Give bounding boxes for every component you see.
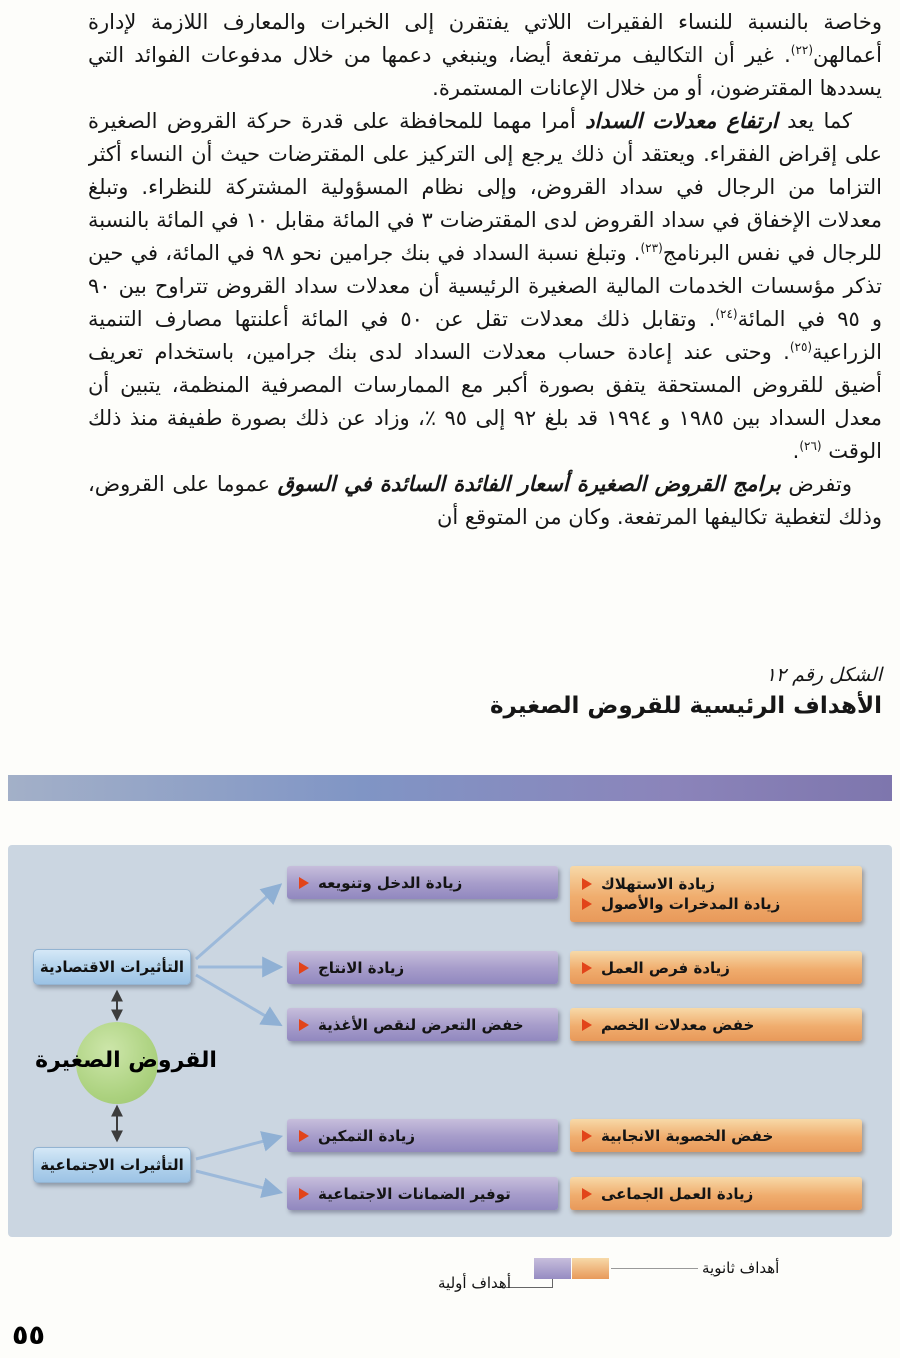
secondary-goal-box-fertility: خفض الخصوبة الانجابية	[570, 1119, 862, 1152]
arrow-bullet-icon	[299, 877, 309, 889]
figure-caption	[88, 664, 882, 719]
social-effects-box	[33, 1147, 191, 1183]
primary-goal-box-social-guarantees: توفير الضمانات الاجتماعية	[287, 1177, 558, 1210]
secondary-goal-box-collective-action: زيادة العمل الجماعى	[570, 1177, 862, 1210]
arrow-bullet-icon	[582, 878, 592, 890]
legend-primary-swatch	[534, 1258, 571, 1279]
arrow-bullet-icon	[582, 898, 592, 910]
primary-goal-box-food-security: خفض التعرض لنقص الأغذية	[287, 1008, 558, 1041]
secondary-goal-box-employment: زيادة فرص العمل	[570, 951, 862, 984]
arrow-bullet-icon	[299, 1188, 309, 1200]
arrow-bullet-icon	[582, 962, 592, 974]
arrow-bullet-icon	[582, 1019, 592, 1031]
figure-header-bar	[8, 775, 892, 801]
primary-goal-box-empowerment: زيادة التمكين	[287, 1119, 558, 1152]
figure-number: الشكل رقم ١٢	[765, 664, 882, 686]
arrow-bullet-icon	[582, 1130, 592, 1142]
diagram-panel	[8, 845, 892, 1237]
figure-title: الأهداف الرئيسية للقروض الصغيرة	[489, 693, 882, 719]
economic-effects-label: التأثيرات الاقتصادية	[39, 958, 185, 976]
page-number: ٥٥	[12, 1320, 45, 1351]
primary-goal-box-production: زيادة الانتاج	[287, 951, 558, 984]
article-paragraph: وخاصة بالنسبة للنساء الفقيرات اللاتي يفتقرن إلى الخبرات والمعارف اللازمة لإدارة أعمالهن$^{(٢٢)}$. غير أن التكاليف مرتفعة أيضا، وينبغي دعمها من خلال مدفوعات الفوائد التي يسددها المقترضون، أو من خلال الإعانات المستمرة.	[88, 10, 882, 100]
article-paragraph: كما يعد ارتفاع معدلات السداد أمرا مهما للمحافظة على قدرة حركة القروض الصغيرة على إقراض الفقراء. ويعتقد أن ذلك يرجع إلى التركيز على المقترضات حيث أن النساء أكثر التزاما من الرجال في سداد القروض، وإلى نظام المسؤولية المشتركة للنظراء. وتبلغ معدلات الإخفاق في سداد القروض لدى المقترضات ٣ في المائة مقابل ١٠ في المائة بالنسبة للرجال في نفس البرنامج$^{(٢٣)}$. وتبلغ نسبة السداد في بنك جرامين نحو ٩٨ في المائة، في حين تذكر مؤسسات الخدمات المالية الصغيرة الرئيسية أن معدلات سداد القروض تتراوح بين ٩٠ و ٩٥ في المائة$^{(٢٤)}$. وتقابل ذلك معدلات تقل عن ٥٠ في المائة أعلنتها مصارف التنمية الزراعية$^{(٢٥)}$. وحتى عند إعادة حساب معدلات السداد لدى بنك جرامين، باستخدام تعريف أضيق للقروض المستحقة يتفق بصورة أكبر مع الممارسات المصرفية المنظمة، يتبين أن معدل السداد بين ١٩٨٥ و ١٩٩٤ قد بلغ ٩٢ إلى ٩٥ ٪، وزاد عن ذلك بصورة طفيفة منذ ذلك الوقت $^{(٢٦)}$.	[88, 109, 882, 463]
legend-secondary-label: أهداف ثانوية	[702, 1259, 780, 1277]
legend-secondary-swatch	[572, 1258, 609, 1279]
arrow-bullet-icon	[299, 1130, 309, 1142]
arrow-bullet-icon	[299, 1019, 309, 1031]
legend-primary-label: أهداف أولية	[438, 1274, 511, 1292]
arrow-bullet-icon	[299, 962, 309, 974]
legend-primary-connector	[506, 1279, 553, 1288]
legend-secondary-connector	[611, 1268, 698, 1269]
primary-goal-box-income: زيادة الدخل وتنويعه	[287, 866, 558, 899]
arrow-bullet-icon	[582, 1188, 592, 1200]
economic-effects-box	[33, 949, 191, 985]
article-paragraph: وتفرض برامج القروض الصغيرة أسعار الفائدة السائدة في السوق عموما على القروض، وذلك لتغطية تكاليفها المرتفعة. وكان من المتوقع أن	[88, 472, 882, 529]
secondary-goal-box-discount-rates: خفض معدلات الخصم	[570, 1008, 862, 1041]
social-effects-label: التأثيرات الاجتماعية	[40, 1156, 184, 1174]
microcredit-label: القروض الصغيرة	[35, 1048, 217, 1073]
secondary-goal-box-consumption-savings: زيادة الاستهلاك زيادة المدخرات والأصول	[570, 866, 862, 922]
article-text	[88, 6, 882, 534]
